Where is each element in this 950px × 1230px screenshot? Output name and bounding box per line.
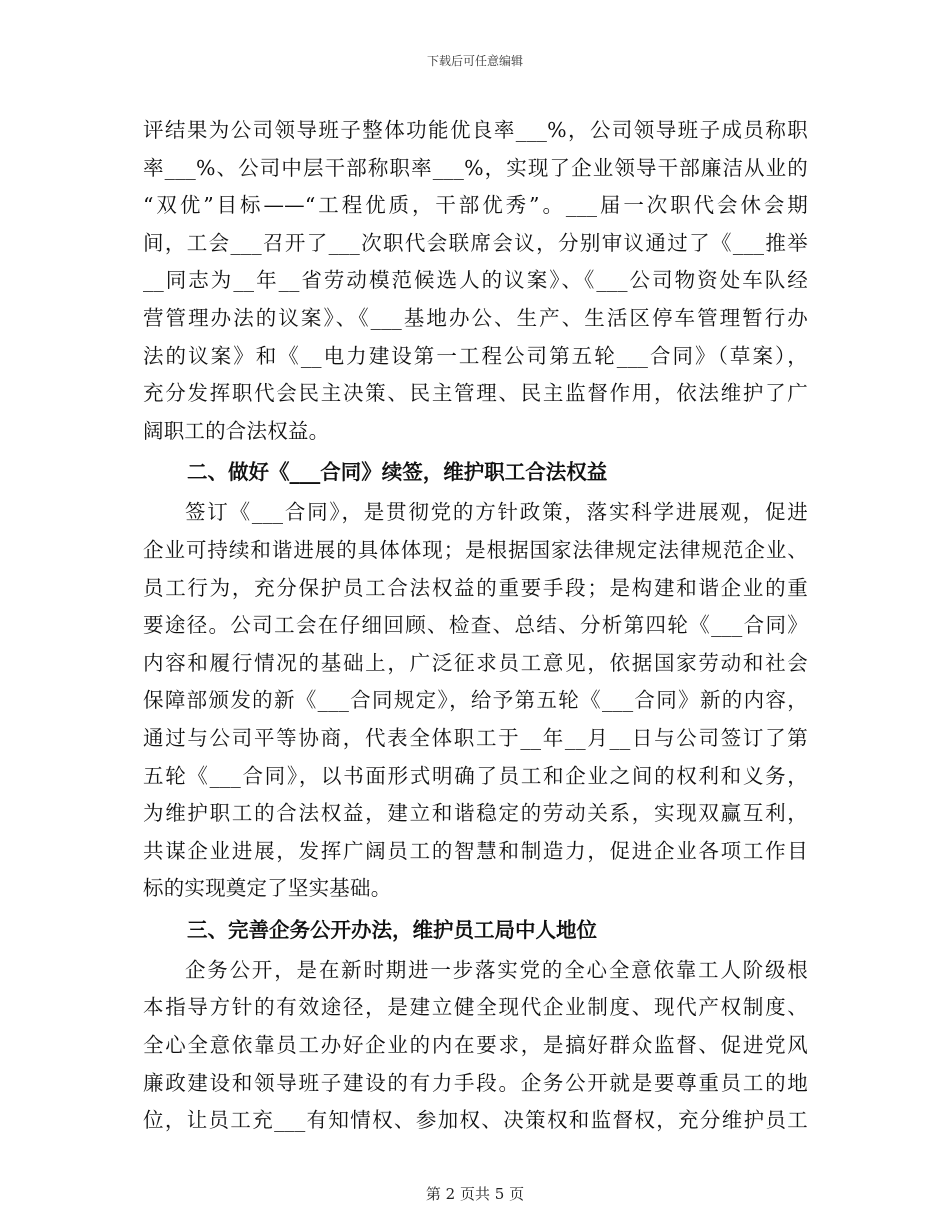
paragraph-1	[143, 112, 808, 450]
text-line: 员工行为，充分保护员工合法权益的重要手段；是构建和谐企业的重	[143, 575, 808, 600]
text-line: 率___%、公司中层干部称职率___%，实现了企业领导干部廉洁从业的	[143, 155, 808, 180]
section-heading-2: 二、做好《___合同》续签，维护职工合法权益	[187, 460, 608, 485]
text-line: 充分发挥职代会民主决策、民主管理、民主监督作用，依法维护了广	[143, 381, 808, 406]
text-line: 企务公开，是在新时期进一步落实党的全心全意依靠工人阶级根	[185, 957, 808, 982]
text-line: 全心全意依靠员工办好企业的内在要求，是搞好群众监督、促进党风	[143, 1033, 808, 1058]
text-line: 为维护职工的合法权益，建立和谐稳定的劳动关系，实现双赢互利，	[143, 801, 808, 826]
paragraph-2	[143, 494, 808, 908]
text-line: __同志为__年__省劳动模范候选人的议案》、《___公司物资处车队经	[143, 268, 808, 293]
text-line: 企业可持续和谐进展的具体体现；是根据国家法律规定法律规范企业、	[143, 537, 808, 562]
text-line: 标的实现奠定了坚实基础。	[143, 876, 392, 901]
text-line: 通过与公司平等协商，代表全体职工于__年__月__日与公司签订了第	[143, 725, 808, 750]
section-heading-3: 三、完善企务公开办法，维护员工局中人地位	[187, 917, 597, 942]
text-line: 保障部颁发的新《___合同规定》，给予第五轮《___合同》新的内容，	[143, 688, 808, 713]
text-line: 间，工会___召开了___次职代会联席会议，分别审议通过了《___推举	[143, 230, 808, 255]
text-line: “双优”目标——“工程优质，干部优秀”。___届一次职代会休会期	[143, 193, 808, 218]
text-line: 位，让员工充___有知情权、参加权、决策权和监督权，充分维护员工	[143, 1108, 808, 1133]
text-line: 评结果为公司领导班子整体功能优良率___%，公司领导班子成员称职	[143, 118, 808, 142]
text-line: 阔职工的合法权益。	[143, 418, 330, 443]
text-line: 营管理办法的议案》、《___基地办公、生产、生活区停车管理暂行办	[143, 305, 808, 330]
text-line: 签订《___合同》，是贯彻党的方针政策，落实科学进展观，促进	[185, 500, 808, 525]
text-line: 要途径。公司工会在仔细回顾、检查、总结、分析第四轮《___合同》	[143, 613, 808, 638]
page-footer: 第 2 页共 5 页	[425, 1185, 525, 1203]
document-body	[143, 112, 808, 1140]
paragraph-3	[143, 952, 808, 1140]
text-line: 共谋企业进展，发挥广阔员工的智慧和制造力，促进企业各项工作目	[143, 838, 808, 863]
text-line: 法的议案》和《__电力建设第一工程公司第五轮___合同》（草案），	[143, 343, 808, 368]
text-line: 内容和履行情况的基础上，广泛征求员工意见，依据国家劳动和社会	[143, 650, 808, 675]
text-line: 廉政建设和领导班子建设的有力手段。企务公开就是要尊重员工的地	[143, 1070, 808, 1095]
page-header: 下载后可任意编辑	[426, 54, 523, 68]
text-line: 五轮《___合同》，以书面形式明确了员工和企业之间的权利和义务，	[143, 763, 808, 788]
text-line: 本指导方针的有效途径，是建立健全现代企业制度、现代产权制度、	[143, 995, 808, 1020]
